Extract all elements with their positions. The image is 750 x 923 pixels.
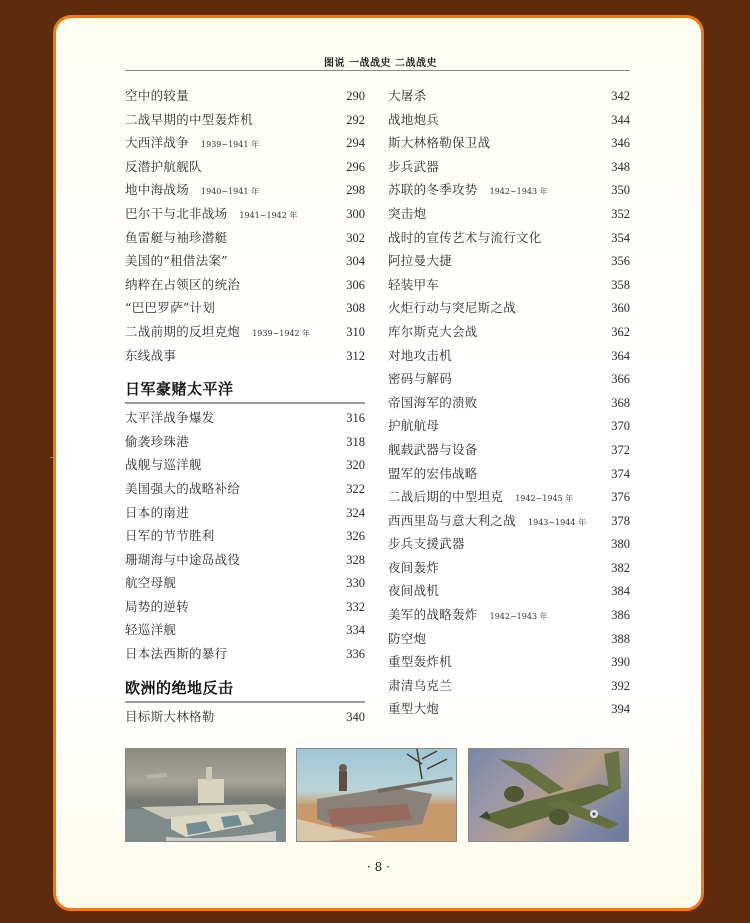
toc-entry-page-number: 330	[346, 576, 365, 591]
toc-entry-page-number: 294	[346, 136, 365, 151]
toc-entry-title: 航空母舰	[125, 575, 177, 591]
toc-entry-title: 战地炮兵	[388, 111, 440, 127]
toc-entry-page-number: 364	[611, 348, 630, 363]
toc-entry	[388, 346, 630, 370]
toc-entry-page-number: 352	[611, 206, 630, 221]
toc-entry-title: 局势的逆转	[125, 598, 190, 614]
running-header: 图说 一战战史 二战战史	[324, 58, 437, 69]
toc-entry	[125, 180, 365, 204]
toc-entry-page-number: 376	[611, 490, 630, 505]
toc-entry	[125, 597, 365, 621]
toc-entry-title: 偷袭珍珠港	[125, 433, 190, 449]
toc-entry-title: 库尔斯克大会战	[388, 323, 478, 339]
toc-entry-title: 轻装甲车	[388, 276, 440, 292]
toc-entry-page-number: 300	[346, 206, 365, 221]
toc-entry-years: 1941~1942 年	[239, 210, 298, 220]
header-rule	[125, 70, 630, 71]
toc-entry-title: 重型大炮	[388, 701, 440, 717]
toc-entry-page-number: 374	[611, 466, 630, 481]
toc-entry-page-number: 370	[611, 419, 630, 434]
toc-entry-title: 苏联的冬季攻势	[388, 182, 478, 198]
toc-entry	[388, 511, 630, 535]
toc-entry-page-number: 324	[346, 505, 365, 520]
toc-entry-title: 斯大林格勒保卫战	[388, 135, 491, 151]
toc-entry	[125, 110, 365, 134]
toc-entry	[388, 275, 630, 299]
toc-entry-page-number: 320	[346, 458, 365, 473]
toc-entry-title: 日本的南进	[125, 504, 190, 520]
page-number: · 8 ·	[367, 860, 390, 874]
toc-entry-years: 1942~1945 年	[515, 494, 574, 504]
toc-right-column	[388, 86, 630, 723]
toc-entry-title: 夜间战机	[388, 583, 440, 599]
toc-entry-years: 1942~1943 年	[489, 612, 548, 622]
section-rule	[125, 701, 365, 703]
toc-entry	[388, 605, 630, 629]
toc-entry-title: 护航航母	[388, 418, 440, 434]
toc-entry-title: 太平洋战争爆发	[125, 410, 215, 426]
toc-entry-page-number: 354	[611, 230, 630, 245]
toc-entry-page-number: 332	[346, 599, 365, 614]
toc-entry	[388, 487, 630, 511]
toc-entry-title: “巴巴罗萨”计划	[125, 300, 216, 316]
toc-entry-page-number: 392	[611, 678, 630, 693]
toc-entry-title: 巴尔干与北非战场	[125, 205, 228, 221]
photo-bomber-aircraft	[468, 748, 629, 842]
toc-entry-title: 火炬行动与突尼斯之战	[388, 300, 517, 316]
toc-entry-page-number: 326	[346, 529, 365, 544]
toc-entry-page-number: 386	[611, 608, 630, 623]
toc-entry-title: 鱼雷艇与袖珍潜艇	[125, 229, 228, 245]
toc-entry-title: 东线战事	[125, 347, 177, 363]
toc-entry-page-number: 322	[346, 481, 365, 496]
toc-entry	[125, 322, 365, 346]
toc-entry-title: 步兵武器	[388, 158, 440, 174]
toc-entry-title: 对地攻击机	[388, 347, 453, 363]
toc-entry-page-number: 384	[611, 584, 630, 599]
toc-entry-title: 日本法西斯的暴行	[125, 646, 228, 662]
toc-entry-title: 反潜护航舰队	[125, 158, 202, 174]
toc-entry-title: 西西里岛与意大利之战	[388, 512, 517, 528]
toc-entry-page-number: 340	[346, 709, 365, 724]
toc-entry	[388, 133, 630, 157]
toc-entry	[125, 455, 365, 479]
toc-entry-page-number: 296	[346, 159, 365, 174]
toc-entry-title: 二战后期的中型坦克	[388, 489, 504, 505]
toc-entry-years: 1939~1942 年	[252, 328, 311, 338]
toc-entry-title: 重型轰炸机	[388, 654, 453, 670]
toc-entry-page-number: 372	[611, 442, 630, 457]
toc-entry-page-number: 390	[611, 655, 630, 670]
toc-entry-years: 1939~1941 年	[201, 140, 259, 150]
toc-entry-page-number: 366	[611, 372, 630, 387]
toc-entry-page-number: 308	[346, 301, 365, 316]
toc-entry	[388, 298, 630, 322]
toc-entry	[388, 652, 630, 676]
toc-entry	[125, 157, 365, 181]
toc-entry-page-number: 334	[346, 623, 365, 638]
toc-entry-title: 防空炮	[388, 630, 427, 646]
toc-entry-page-number: 318	[346, 434, 365, 449]
section-europe-counterattack	[125, 668, 365, 703]
toc-entry-page-number: 344	[611, 112, 630, 127]
toc-entry-page-number: 312	[346, 348, 365, 363]
section-heading: 欧洲的绝地反击	[125, 678, 234, 697]
photo-wrecked-tank	[296, 748, 457, 842]
toc-entry	[388, 676, 630, 700]
toc-entry-page-number: 346	[611, 136, 630, 151]
toc-entry-page-number: 298	[346, 183, 365, 198]
toc-entry-title: 美国的“租借法案”	[125, 253, 228, 269]
toc-entry	[388, 393, 630, 417]
toc-entry-page-number: 336	[346, 647, 365, 662]
toc-entry-title: 突击炮	[388, 205, 427, 221]
toc-entry	[388, 86, 630, 110]
toc-entry-title: 盟军的宏伟战略	[388, 465, 478, 481]
toc-entry	[125, 707, 365, 731]
photo-strip	[125, 748, 630, 843]
toc-entry-page-number: 292	[346, 112, 365, 127]
toc-entry-page-number: 368	[611, 395, 630, 410]
toc-entry	[388, 416, 630, 440]
toc-entry	[388, 157, 630, 181]
toc-entry	[388, 699, 630, 723]
toc-entry-page-number: 362	[611, 324, 630, 339]
toc-entry-page-number: 302	[346, 230, 365, 245]
toc-entry	[388, 369, 630, 393]
toc-entry-page-number: 350	[611, 183, 630, 198]
toc-entry-title: 夜间轰炸	[388, 559, 440, 575]
toc-entry-page-number: 356	[611, 254, 630, 269]
section-japan-pacific	[125, 369, 365, 404]
toc-entry	[388, 629, 630, 653]
toc-entry	[125, 550, 365, 574]
toc-entry-title: 美军的战略轰炸	[388, 607, 478, 623]
toc-entry	[125, 408, 365, 432]
toc-entry	[125, 346, 365, 370]
toc-entry-title: 战舰与巡洋舰	[125, 457, 202, 473]
toc-entry-years: 1942~1943 年	[489, 187, 548, 197]
toc-entry-page-number: 310	[346, 324, 365, 339]
toc-entry-title: 美国强大的战略补给	[125, 480, 241, 496]
toc-entry-years: 1940~1941 年	[201, 187, 259, 197]
toc-entry	[388, 110, 630, 134]
toc-entry	[125, 644, 365, 668]
toc-entry	[125, 228, 365, 252]
toc-entry	[125, 204, 365, 228]
toc-entry-page-number: 316	[346, 411, 365, 426]
toc-entry-page-number: 306	[346, 277, 365, 292]
toc-entry-title: 轻巡洋舰	[125, 622, 177, 638]
toc-entry-page-number: 388	[611, 631, 630, 646]
toc-entry-title: 战时的宣传艺术与流行文化	[388, 229, 542, 245]
toc-entry-page-number: 378	[611, 513, 630, 528]
toc-entry	[388, 251, 630, 275]
toc-entry	[388, 322, 630, 346]
toc-entry	[388, 581, 630, 605]
toc-entry	[125, 298, 365, 322]
toc-entry	[125, 573, 365, 597]
toc-entry-page-number: 328	[346, 552, 365, 567]
toc-entry-page-number: 348	[611, 159, 630, 174]
toc-entry-title: 帝国海军的溃败	[388, 394, 478, 410]
toc-entry-title: 空中的较量	[125, 88, 190, 103]
toc-entry	[125, 526, 365, 550]
toc-entry	[388, 204, 630, 228]
toc-entry-page-number: 304	[346, 254, 365, 269]
toc-entry	[125, 620, 365, 644]
toc-entry	[388, 228, 630, 252]
toc-entry-title: 大西洋战争	[125, 135, 190, 151]
toc-entry-title: 二战早期的中型轰炸机	[125, 111, 254, 127]
toc-entry	[125, 251, 365, 275]
toc-entry-page-number: 358	[611, 277, 630, 292]
toc-entry-page-number: 380	[611, 537, 630, 552]
page-content	[53, 15, 704, 911]
toc-entry-title: 地中海战场	[125, 182, 190, 198]
toc-entry	[388, 180, 630, 204]
toc-entry-page-number: 394	[611, 702, 630, 717]
toc-entry-title: 珊瑚海与中途岛战役	[125, 551, 241, 567]
toc-entry	[388, 464, 630, 488]
toc-entry-title: 大屠杀	[388, 88, 427, 103]
toc-entry-title: 舰载武器与设备	[388, 441, 478, 457]
toc-entry	[388, 558, 630, 582]
toc-entry-title: 密码与解码	[388, 371, 453, 387]
toc-entry-title: 阿拉曼大捷	[388, 253, 453, 269]
section-heading: 日军豪赌太平洋	[125, 380, 234, 399]
toc-entry	[125, 503, 365, 527]
toc-entry-title: 目标斯大林格勒	[125, 708, 215, 724]
toc-entry-title: 纳粹在占领区的统治	[125, 276, 241, 292]
photo-aircraft-carrier	[125, 748, 286, 842]
toc-entry	[125, 133, 365, 157]
toc-entry	[125, 275, 365, 299]
toc-entry	[125, 479, 365, 503]
toc-entry	[125, 86, 365, 110]
toc-entry-title: 肃清乌克兰	[388, 677, 453, 693]
toc-entry	[125, 432, 365, 456]
toc-entry	[388, 534, 630, 558]
toc-left-column	[125, 86, 365, 730]
toc-entry-title: 二战前期的反坦克炮	[125, 323, 241, 339]
toc-entry-page-number: 360	[611, 301, 630, 316]
toc-entry-title: 步兵支援武器	[388, 536, 465, 552]
toc-entry-years: 1943~1944 年	[528, 517, 586, 527]
toc-entry-page-number: 290	[346, 89, 365, 103]
toc-entry-page-number: 382	[611, 560, 630, 575]
toc-entry-title: 日军的节节胜利	[125, 528, 215, 544]
section-rule	[125, 402, 365, 404]
toc-entry	[388, 440, 630, 464]
toc-entry-page-number: 342	[611, 89, 630, 103]
